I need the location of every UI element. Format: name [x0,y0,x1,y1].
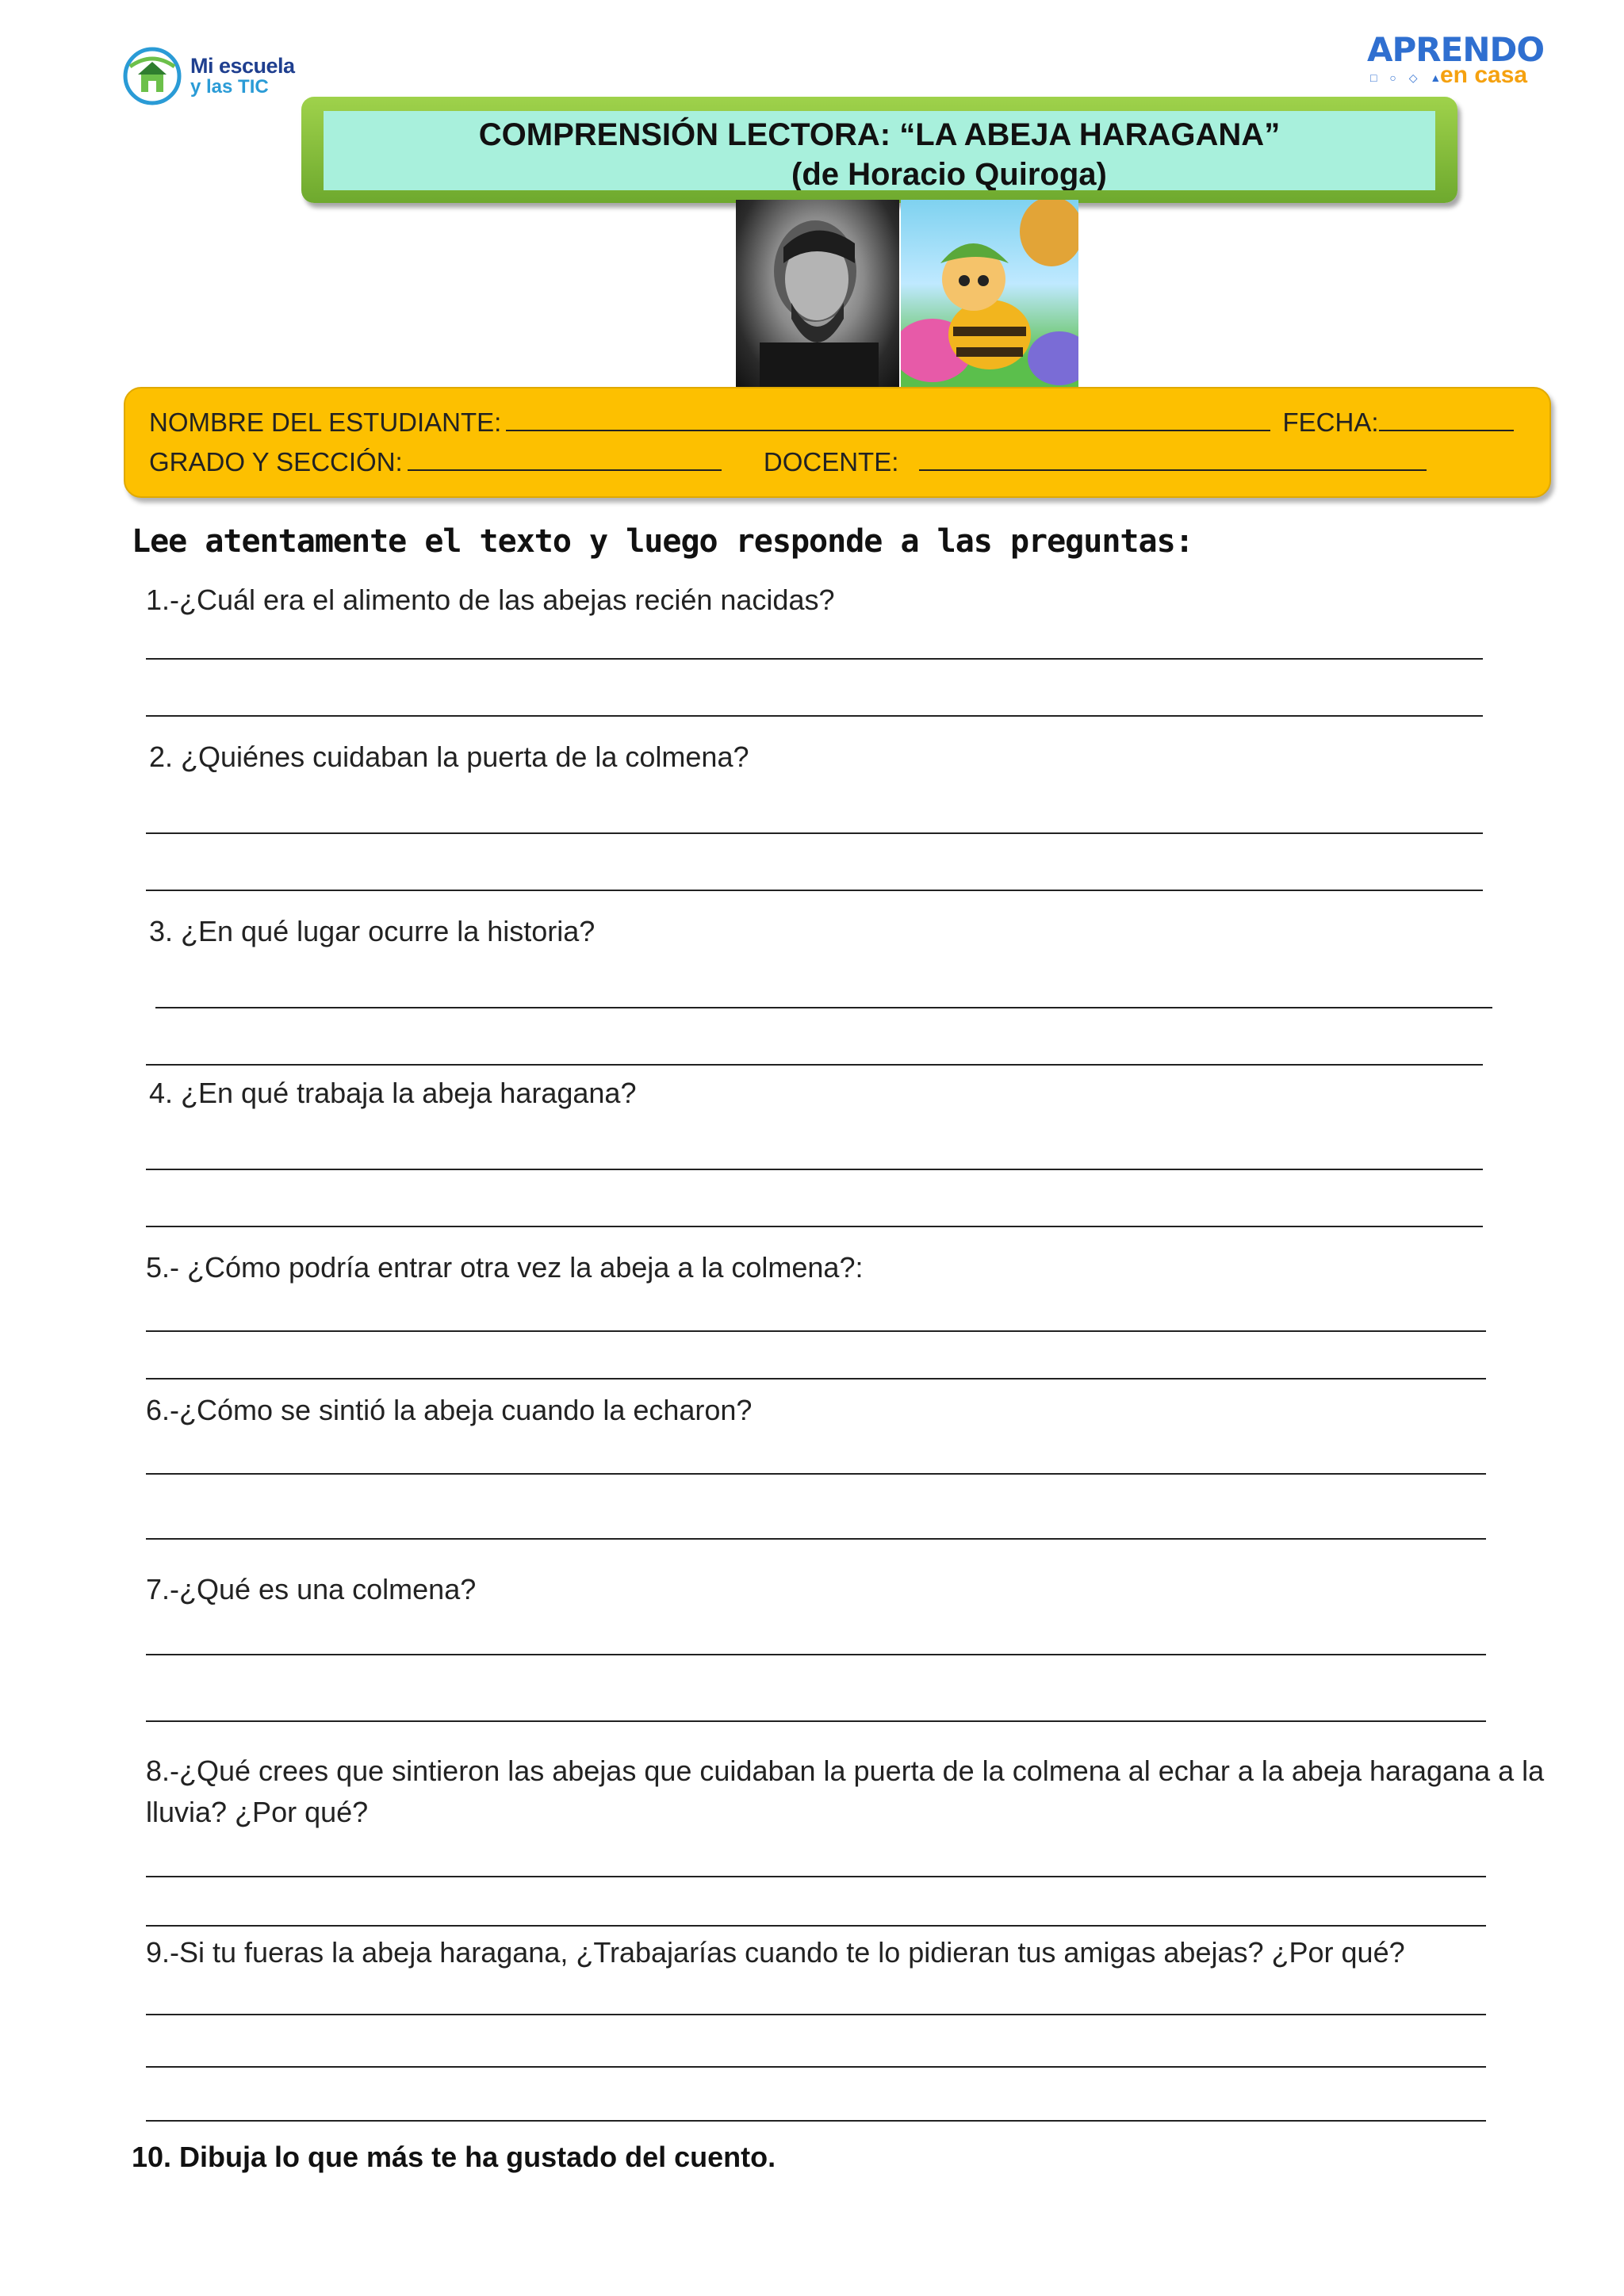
page-title: COMPRENSIÓN LECTORA: “LA ABEJA HARAGANA” [478,117,1281,152]
student-name-field[interactable] [506,408,1270,431]
date-field[interactable] [1379,408,1514,431]
answer-line[interactable] [146,1378,1486,1380]
answer-line[interactable] [146,1654,1486,1655]
question-4: 4. ¿En qué trabaja la abeja haragana? [149,1077,637,1109]
answer-line[interactable] [146,1169,1483,1170]
question-1: 1.-¿Cuál era el alimento de las abejas recién nacidas? [146,584,835,616]
question-7: 7.-¿Qué es una colmena? [146,1573,477,1605]
logo-dots-icon: □ ○ ◇ ▲ [1370,71,1446,84]
student-info-box [124,387,1551,498]
logo-right-line2: en casa [1440,62,1528,88]
answer-line[interactable] [146,1226,1483,1227]
title-banner [301,97,1457,203]
answer-line[interactable] [146,2014,1486,2015]
logo-left-line1: Mi escuela [190,54,295,78]
answer-line[interactable] [146,1473,1486,1475]
student-name-label: NOMBRE DEL ESTUDIANTE: [149,408,502,437]
drawing-task: 10. Dibuja lo que más te ha gustado del cuento. [132,2141,776,2173]
answer-line[interactable] [155,1007,1492,1008]
grade-field[interactable] [408,447,722,471]
question-3: 3. ¿En qué lugar ocurre la historia? [149,915,596,947]
answer-line[interactable] [146,832,1483,834]
question-6: 6.-¿Cómo se sintió la abeja cuando la echaron? [146,1394,753,1426]
answer-line[interactable] [146,715,1483,717]
title-inner-box [324,111,1435,190]
answer-line[interactable] [146,890,1483,891]
house-globe-icon [121,43,184,106]
answer-line[interactable] [146,658,1483,660]
answer-line[interactable] [146,1925,1486,1927]
logo-left-line2: y las TIC [190,76,269,98]
answer-line[interactable] [146,1538,1486,1540]
mi-escuela-logo [121,41,303,109]
question-8: 8.-¿Qué crees que sintieron las abejas que cuidaban la puerta de la colmena al echar a la abeja haragana a la lluvia? ¿Por qué? [146,1755,1545,1828]
question-9: 9.-Si tu fueras la abeja haragana, ¿Trabajarías cuando te lo pidieran tus amigas abejas? ¿Por qué? [146,1936,1405,1969]
teacher-label: DOCENTE: [763,447,899,476]
answer-line[interactable] [146,2120,1486,2122]
info-row-name [149,408,1514,438]
answer-line[interactable] [146,1330,1486,1332]
question-5: 5.- ¿Cómo podría entrar otra vez la abeja a la colmena?: [146,1251,864,1284]
grade-label: GRADO Y SECCIÓN: [149,447,403,476]
answer-line[interactable] [146,1064,1483,1066]
instructions-text: Lee atentamente el texto y luego responde a las preguntas: [132,523,1193,560]
author-portrait-image [736,200,899,387]
answer-line[interactable] [146,2066,1486,2068]
date-label: FECHA: [1282,408,1379,437]
aprendo-en-casa-logo [1364,30,1554,94]
bee-cartoon-image [901,200,1078,387]
teacher-field[interactable] [919,447,1427,471]
question-2: 2. ¿Quiénes cuidaban la puerta de la colmena? [149,740,749,773]
answer-line[interactable] [146,1876,1486,1877]
answer-line[interactable] [146,1720,1486,1722]
info-row-grade [149,447,1427,477]
page-subtitle: (de Horacio Quiroga) [791,157,1107,190]
logo-right-line1: APRENDO [1367,30,1545,69]
